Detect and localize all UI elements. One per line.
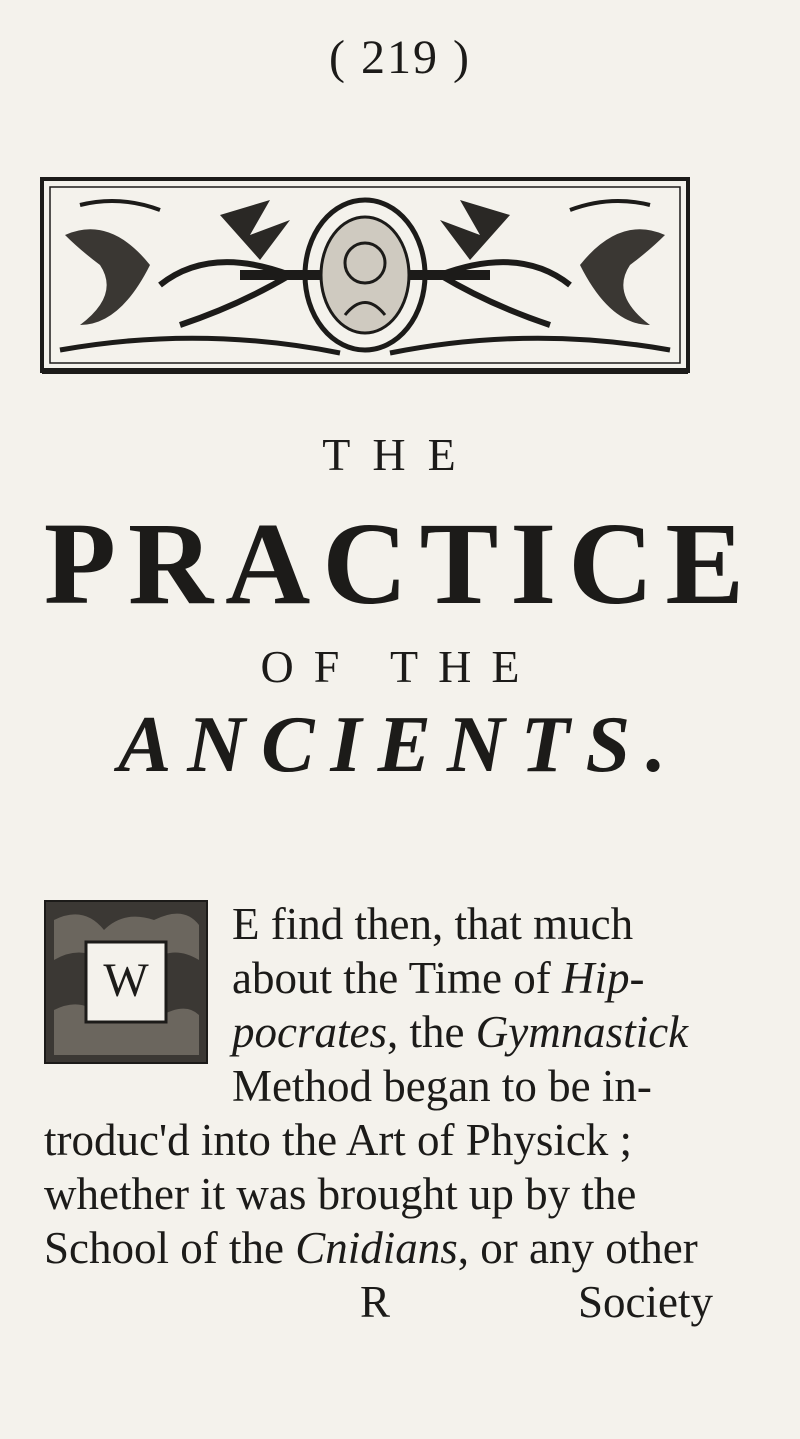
- catchword: Society: [578, 1277, 713, 1327]
- body-text: about the Time of: [232, 953, 563, 1003]
- body-line-2: [232, 953, 645, 1003]
- title-practice: PRACTICE: [43, 498, 757, 629]
- body-text: , or any other: [457, 1223, 698, 1273]
- body-text: , the: [386, 1007, 476, 1057]
- body-italic: Gymnastick: [475, 1007, 689, 1057]
- page-number: ( 219 ): [329, 31, 471, 84]
- drop-cap-ornament: [44, 900, 208, 1064]
- body-line-3: [232, 1007, 689, 1057]
- signature-mark: R: [360, 1277, 391, 1327]
- body-line-4: Method began to be in-: [232, 1061, 652, 1111]
- ornamental-headpiece-icon: [40, 175, 690, 375]
- title-the: THE: [322, 429, 478, 480]
- body-line-7: [44, 1223, 698, 1273]
- body-italic: Hip-: [562, 953, 645, 1003]
- drop-cap-letter: W: [103, 954, 149, 1007]
- body-italic: pocrates: [232, 1007, 387, 1057]
- body-italic: Cnidians: [295, 1223, 458, 1273]
- body-line-5: troduc'd into the Art of Physick ;: [44, 1115, 633, 1165]
- body-text: School of the: [44, 1223, 296, 1273]
- title-of-the: OF THE: [260, 641, 540, 692]
- title-ancients: ANCIENTS.: [117, 701, 683, 789]
- body-line-6: whether it was brought up by the: [44, 1169, 637, 1219]
- body-line-1: E find then, that much: [232, 899, 634, 949]
